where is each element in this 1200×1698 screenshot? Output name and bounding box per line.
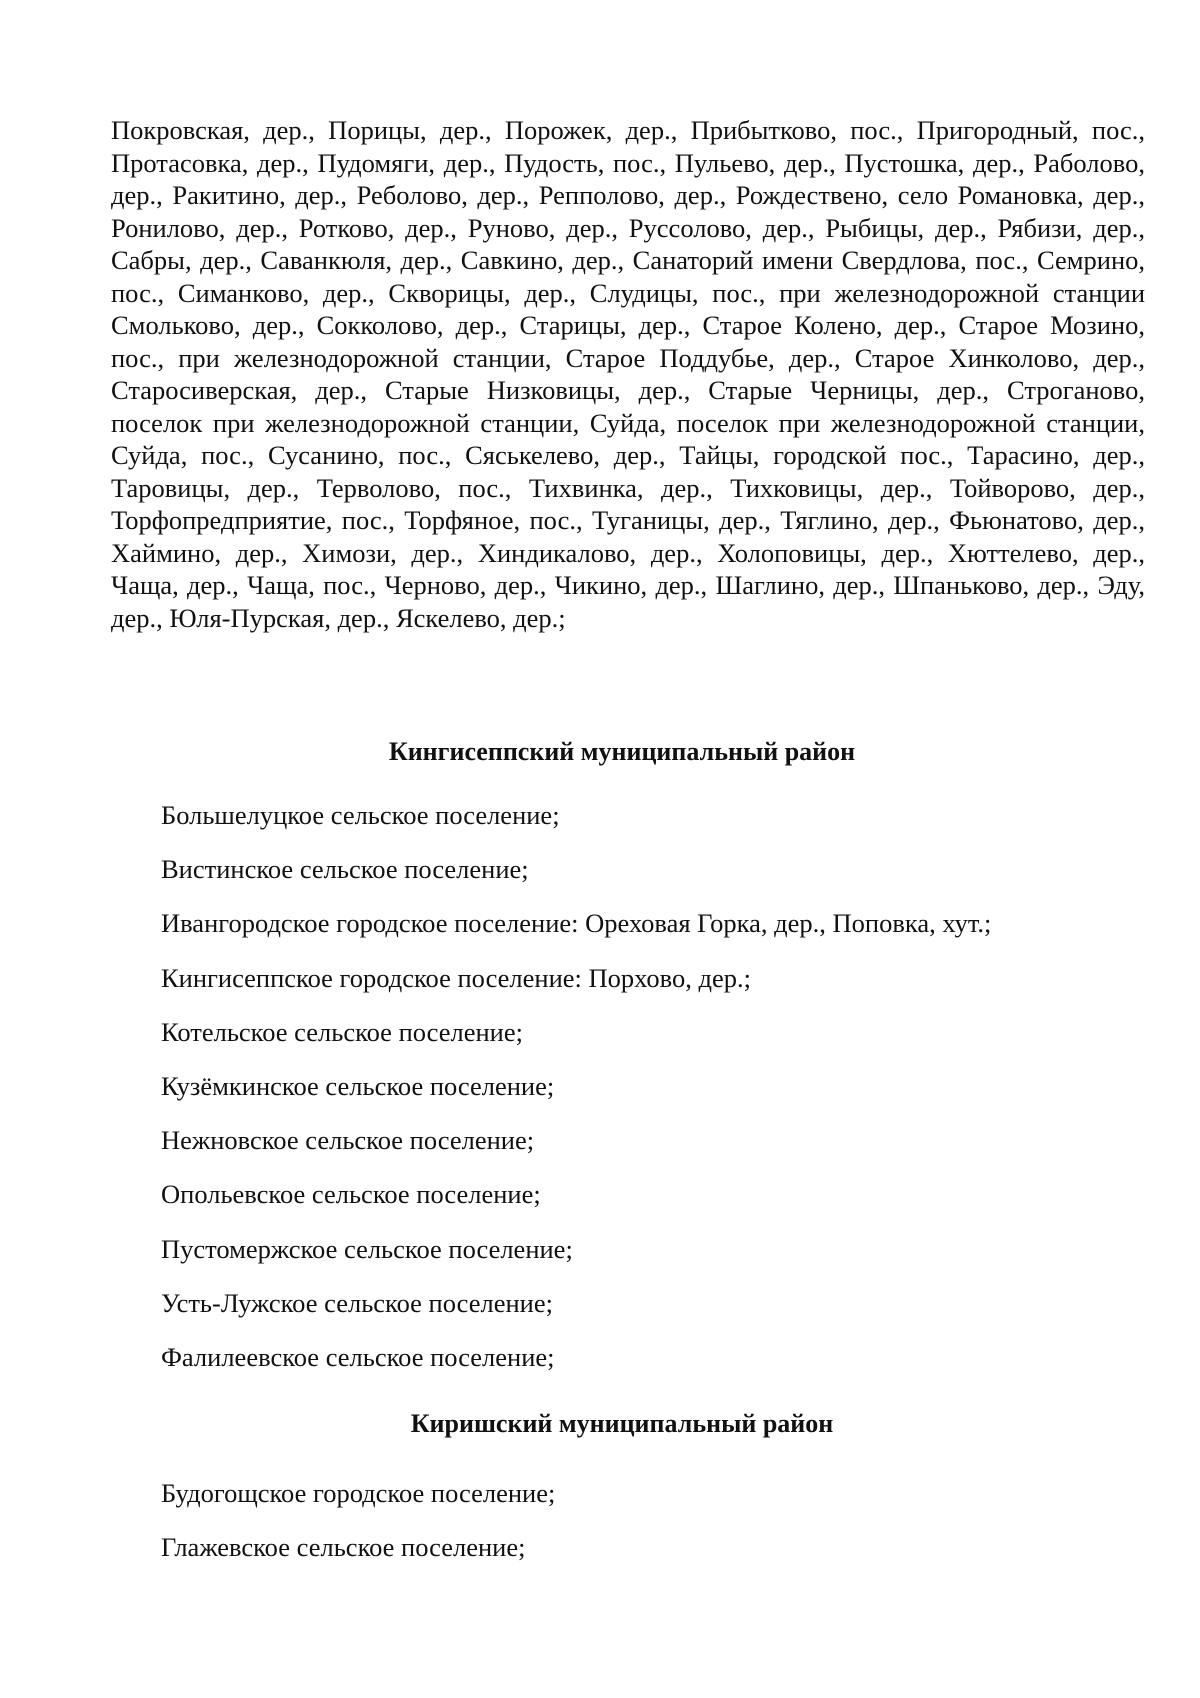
list-item: Нежновское сельское поселение; [161, 1125, 535, 1156]
list-item: Будогощское городское поселение; [161, 1478, 556, 1508]
settlements-paragraph: Покровская, дер., Порицы, дер., Порожек, дер., Прибытково, пос., Пригородный, пос., Протасовка, дер., Пудомяги, дер., Пудость, пос., Пульево, дер., Пустошка, дер., Раболово, дер., Ракитино, дер., Реболово, дер., Репполово, дер., Рождествено, село Романовка, дер., Ронилово, дер., Ротково, дер., Руново, дер., Руссолово, дер., Рыбицы, дер., Рябизи, дер., Сабры, дер., Саванкюля, дер., Савкино, дер., Санаторий имени Свердлова, пос., Семрино, пос., Симанково, дер., Скворицы, дер., Слудицы, пос., при железнодорожной станции Смольково, дер., Сокколово, дер., Старицы, дер., Старое Колено, дер., Старое Мозино, пос., при железнодорожной станции, Старое Поддубье, дер., Старое Хинколово, дер., Старосиверская, дер., Старые Низковицы, дер., Старые Черницы, дер., Строганово, поселок при железнодорожной станции, Суйда, поселок при железнодорожной станции, Суйда, пос., Сусанино, пос., Сяськелево, дер., Тайцы, городской пос., Тарасино, дер., Таровицы, дер., Терволово, пос., Тихвинка, дер., Тихковицы, дер., Тойворово, дер., Торфопредприятие, пос., Торфяное, пос., Туганицы, дер., Тяглино, дер., Фьюнатово, дер., Хаймино, дер., Химози, дер., Хиндикалово, дер., Холоповицы, дер., Хюттелево, дер., Чаща, дер., Чаща, пос., Черново, дер., Чикино, дер., Шаглино, дер., Шпаньково, дер., Эду, дер., Юля-Пурская, дер., Яскелево, дер.; [111, 115, 1145, 633]
list-item: Ивангородское городское поселение: Ореховая Горка, дер., Поповка, хут.; [161, 908, 992, 939]
list-item: Котельское сельское поселение; [161, 1016, 523, 1047]
list-item: Фалилеевское сельское поселение; [161, 1341, 555, 1372]
list-item: Усть-Лужское сельское поселение; [161, 1287, 553, 1318]
kingisepp-settlements-list [161, 799, 991, 1395]
list-item: Глажевское сельское поселение; [161, 1532, 526, 1563]
section-heading-kirishi: Киришский муниципальный район [410, 1409, 834, 1438]
list-item: Кузёмкинское сельское поселение; [161, 1070, 555, 1101]
list-item: Опольевское сельское поселение; [161, 1179, 541, 1210]
list-item: Большелуцкое сельское поселение; [161, 800, 560, 830]
section-heading-kingisepp: Кингисеппский муниципальный район [388, 737, 856, 766]
kirishi-settlements-list [161, 1477, 555, 1585]
list-item: Кингисеппское городское поселение: Порхово, дер.; [161, 962, 751, 993]
list-item: Пустомержское сельское поселение; [161, 1233, 573, 1264]
list-item: Вистинское сельское поселение; [161, 854, 529, 885]
